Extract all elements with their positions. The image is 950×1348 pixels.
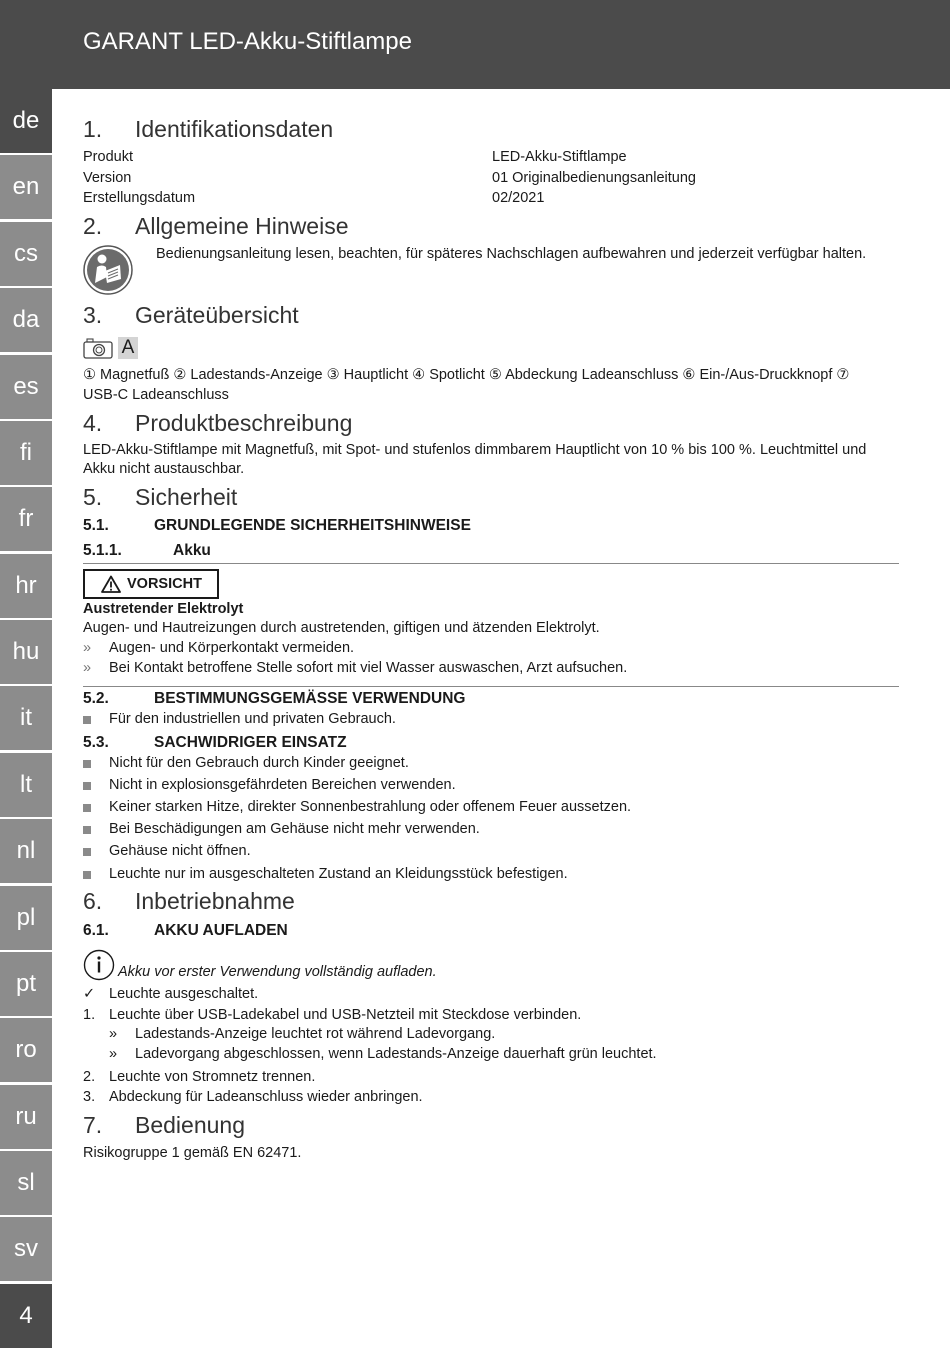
id-label-date: Erstellungsdatum (83, 190, 196, 206)
check-icon: ✓ (83, 986, 96, 1002)
lang-tab-fr[interactable]: fr (0, 487, 52, 552)
id-value-product: LED-Akku-Stiftlampe (492, 149, 627, 165)
id-value-version: 01 Originalbedienungsanleitung (492, 170, 696, 186)
section-title: Identifikationsdaten (135, 116, 334, 142)
camera-icon (83, 337, 113, 359)
lang-tab-es[interactable]: es (0, 355, 52, 420)
lang-tab-sv[interactable]: sv (0, 1217, 52, 1282)
section-5-2-heading: 5.2. BESTIMMUNGSGEMÄSSE VERWENDUNG (83, 690, 466, 707)
section-1-heading: 1. Identifikationsdaten (83, 116, 334, 142)
divider (83, 686, 899, 687)
read-manual-icon (83, 245, 133, 295)
page-header (0, 0, 950, 89)
general-notice-text: Bedienungsanleitung lesen, beachten, für späteres Nachschlagen aufbewahren und jederzeit verfügbar halten. (156, 246, 867, 262)
product-description-line-1: LED-Akku-Stiftlampe mit Magnetfuß, mit Spot- und stufenlos dimmbarem Hauptlicht von 10 % bis 100 %. Leuchtmittel und (83, 442, 867, 458)
lang-tab-en[interactable]: en (0, 155, 52, 220)
lang-tab-hr[interactable]: hr (0, 554, 52, 619)
section-6-heading: 6. Inbetriebnahme (83, 888, 295, 914)
section-4-heading: 4. Produktbeschreibung (83, 410, 353, 436)
risk-group-text: Risikogruppe 1 gemäß EN 62471. (83, 1145, 302, 1161)
lang-tab-ru[interactable]: ru (0, 1085, 52, 1150)
section-5-3-heading: 5.3. SACHWIDRIGER EINSATZ (83, 734, 347, 751)
warning-heading: Austretender Elektrolyt (83, 601, 244, 617)
section-7-heading: 7. Bedienung (83, 1112, 245, 1138)
lang-tab-da[interactable]: da (0, 288, 52, 353)
product-description-line-2: Akku nicht austauschbar. (83, 461, 245, 477)
lang-tab-cs[interactable]: cs (0, 222, 52, 287)
document-title: GARANT LED-Akku-Stiftlampe (83, 28, 412, 55)
warning-triangle-icon (101, 575, 121, 593)
section-5-1-1-heading: 5.1.1. Akku (83, 542, 211, 559)
lang-tab-lt[interactable]: lt (0, 753, 52, 818)
info-icon (83, 949, 115, 981)
section-5-1-heading: 5.1. GRUNDLEGENDE SICHERHEITSHINWEISE (83, 517, 471, 534)
id-value-date: 02/2021 (492, 190, 545, 206)
section-6-1-heading: 6.1. AKKU AUFLADEN (83, 922, 288, 939)
lang-tab-ro[interactable]: ro (0, 1018, 52, 1083)
page-number: 4 (0, 1284, 52, 1348)
section-5-heading: 5. Sicherheit (83, 484, 238, 510)
lang-tab-hu[interactable]: hu (0, 620, 52, 685)
parts-list-line-1: ① Magnetfuß ② Ladestands-Anzeige ③ Hauptlicht ④ Spotlicht ⑤ Abdeckung Ladeanschluss ⑥ Ein-/Aus-Druckknopf ⑦ (83, 367, 850, 383)
parts-list-line-2: USB-C Ladeanschluss (83, 387, 229, 403)
warning-text: Augen- und Hautreizungen durch austretenden, giftigen und ätzenden Elektrolyt. (83, 620, 600, 636)
section-3-heading: 3. Geräteübersicht (83, 302, 299, 328)
caution-label: VORSICHT (83, 569, 219, 599)
info-note-text: Akku vor erster Verwendung vollständig aufladen. (118, 964, 437, 980)
id-label-version: Version (83, 170, 132, 186)
lang-tab-pt[interactable]: pt (0, 952, 52, 1017)
lang-tab-it[interactable]: it (0, 686, 52, 751)
section-2-heading: 2. Allgemeine Hinweise (83, 213, 349, 239)
id-label-product: Produkt (83, 149, 133, 165)
divider (83, 563, 899, 564)
figure-ref-badge: A (118, 337, 138, 359)
language-sidebar (0, 89, 52, 1348)
lang-tab-sl[interactable]: sl (0, 1151, 52, 1216)
lang-tab-nl[interactable]: nl (0, 819, 52, 884)
lang-tab-de[interactable]: de (0, 89, 52, 154)
lang-tab-fi[interactable]: fi (0, 421, 52, 486)
lang-tab-pl[interactable]: pl (0, 886, 52, 951)
